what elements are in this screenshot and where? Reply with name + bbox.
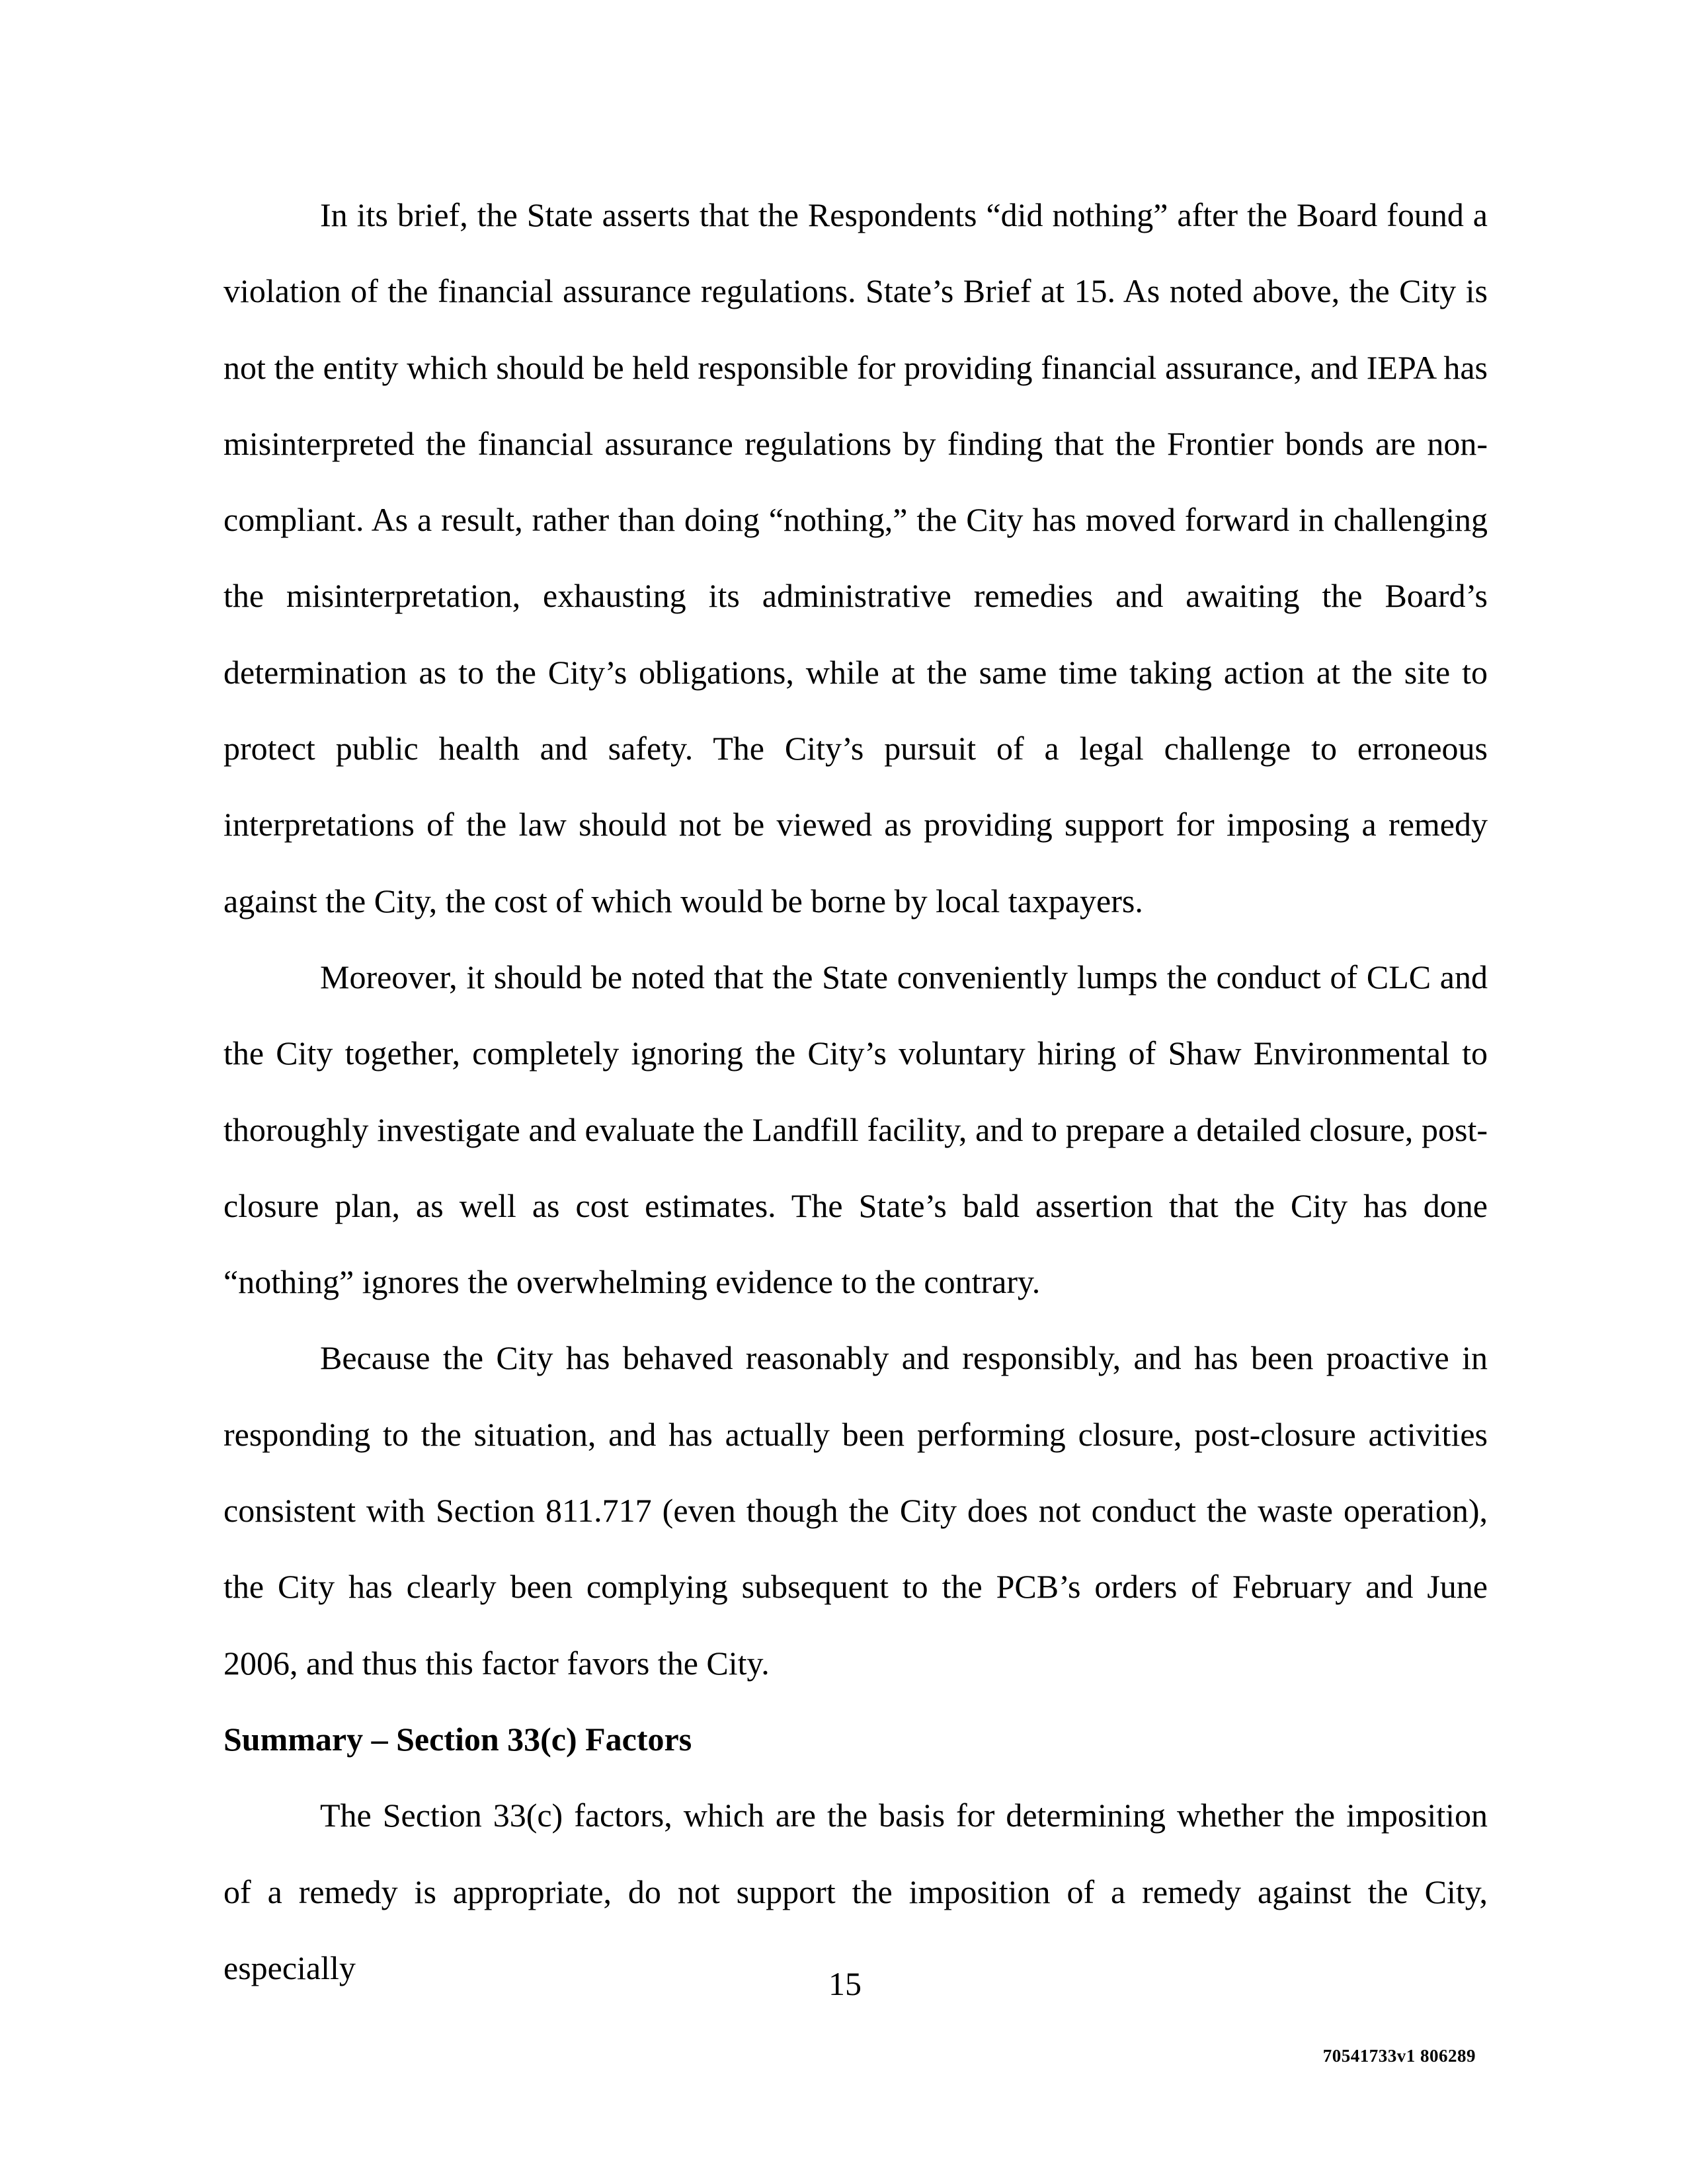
paragraph-conduct-lumped: Moreover, it should be noted that the State conveniently lumps the conduct of CLC and the City together, completely ignoring the City’s voluntary hiring of Shaw Environmental to thoroughly investigate and evaluate the Landfill facility, and to prepare a detailed closure, post-closure plan, as well as cost estimates. The State’s bald assertion that the City has done “nothing” ignores the overwhelming evidence to the contrary. bbox=[223, 958, 1488, 1301]
page-number: 15 bbox=[828, 1965, 862, 2002]
paragraph-city-proactive: Because the City has behaved reasonably and responsibly, and has been proactive in responding to the situation, and has actually been performing closure, post-closure activities consistent with Section 811.717 (even though the City does not conduct the waste operation), the City has clearly been complying subsequent to the PCB’s orders of February and June 2006, and thus this factor favors the City. bbox=[223, 1339, 1488, 1682]
paragraph-section-33c: The Section 33(c) factors, which are the basis for determining whether the imposition of a remedy is appropriate, do not support the imposition of a remedy against the City, especially bbox=[223, 1797, 1488, 1986]
section-heading: Summary – Section 33(c) Factors bbox=[223, 1720, 692, 1758]
document-body bbox=[223, 177, 1488, 2006]
document-id: 70541733v1 806289 bbox=[1322, 2046, 1476, 2066]
paragraph-did-nothing: In its brief, the State asserts that the Respondents “did nothing” after the Board found a violation of the financial assurance regulations. State’s Brief at 15. As noted above, the City is not the entity which should be held responsible for providing financial assurance, and IEPA has misinterpreted the financial assurance regulations by finding that the Frontier bonds are non-compliant. As a result, rather than doing “nothing,” the City has moved forward in challenging the misinterpretation, exhausting its administrative remedies and awaiting the Board’s determination as to the City’s obligations, while at the same time taking action at the site to protect public health and safety. The City’s pursuit of a legal challenge to erroneous interpretations of the law should not be viewed as providing support for imposing a remedy against the City, the cost of which would be borne by local taxpayers. bbox=[223, 196, 1488, 919]
